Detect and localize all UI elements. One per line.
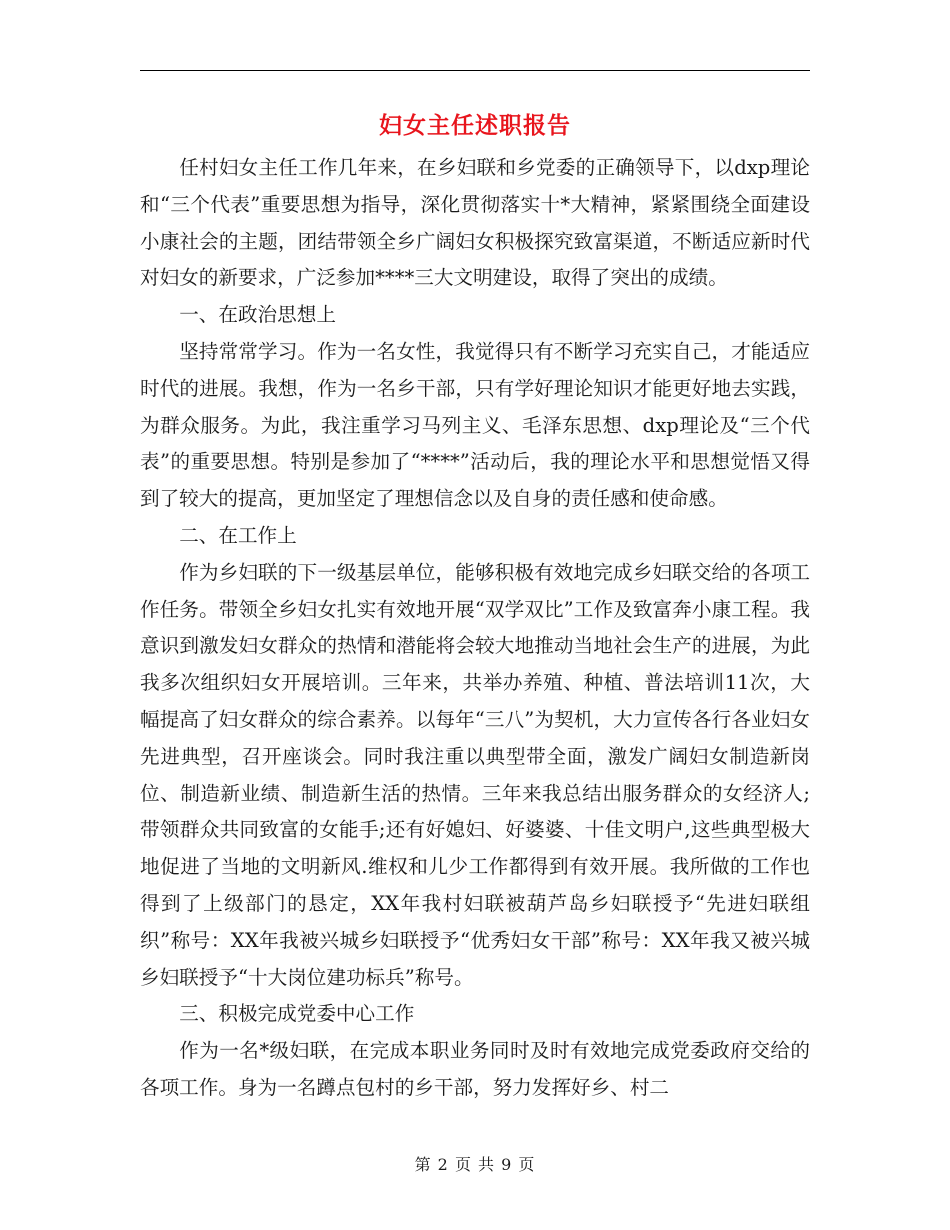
header-rule xyxy=(140,70,810,71)
document-title: 妇女主任述职报告 xyxy=(379,112,571,139)
section-heading-work: 二、在工作上 xyxy=(179,523,297,547)
paragraph-intro: 任村妇女主任工作几年来，在乡妇联和乡党委的正确领导下，以dxp理论和“三个代表”重要思想为指导，深化贯彻落实十*大精神，紧紧围绕全面建设小康社会的主题，团结带领全乡广阔妇女积极探究致富渠道，不断适应新时代对妇女的新要求，广泛参加****三大文明建设，取得了突出的成绩。 xyxy=(140,156,810,290)
section-heading-political: 一、在政治思想上 xyxy=(179,303,336,327)
paragraph-political: 坚持常常学习。作为一名女性，我觉得只有不断学习充实自己，才能适应时代的进展。我想，作为一名乡干部，只有学好理论知识才能更好地去实践，为群众服务。为此，我注重学习马列主义、毛泽东思想、dxp理论及“三个代表”的重要思想。特别是参加了“****”活动后，我的理论水平和思想觉悟又得到了较大的提高，更加坚定了理想信念以及自身的责任感和使命感。 xyxy=(140,339,810,511)
paragraph-work: 作为乡妇联的下一级基层单位，能够积极有效地完成乡妇联交给的各项工作任务。带领全乡妇女扎实有效地开展“双学双比”工作及致富奔小康工程。我意识到激发妇女群众的热情和潜能将会较大地推动当地社会生产的进展，为此我多次组织妇女开展培训。三年来，共举办养殖、种植、普法培训11次，大幅提高了妇女群众的综合素养。以每年“三八”为契机，大力宣传各行各业妇女先进典型，召开座谈会。同时我注重以典型带全面，激发广阔妇女制造新岗位、制造新业绩、制造新生活的热情。三年来我总结出服务群众的女经济人;带领群众共同致富的女能手;还有好媳妇、好婆婆、十佳文明户,这些典型极大地促进了当地的文明新风.维权和儿少工作都得到有效开展。我所做的工作也得到了上级部门的恳定，XX年我村妇联被葫芦岛乡妇联授予“先进妇联组织”称号：XX年我被兴城乡妇联授予“优秀妇女干部”称号：XX年我又被兴城乡妇联授予“十大岗位建功标兵”称号。 xyxy=(140,560,810,989)
document-body xyxy=(140,150,810,1107)
page-number: 第 2 页 共 9 页 xyxy=(414,1155,536,1174)
section-heading-party: 三、积极完成党委中心工作 xyxy=(179,1002,415,1026)
paragraph-party: 作为一名*级妇联，在完成本职业务同时及时有效地完成党委政府交给的各项工作。身为一名蹲点包村的乡干部，努力发挥好乡、村二 xyxy=(140,1039,810,1099)
